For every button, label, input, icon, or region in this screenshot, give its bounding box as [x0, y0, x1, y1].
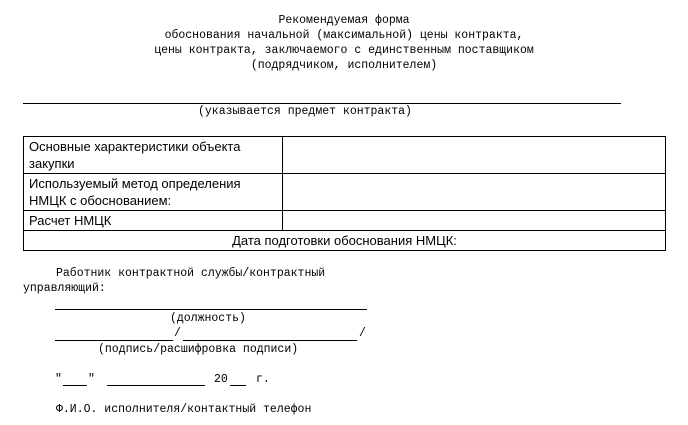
date-month-field[interactable]	[107, 385, 205, 386]
date-year-field[interactable]	[230, 385, 246, 386]
signature-slash-2: /	[359, 327, 366, 340]
cell-method[interactable]	[283, 174, 666, 211]
row-label-calculation: Расчет НМЦК	[24, 211, 283, 231]
position-line[interactable]	[55, 309, 367, 310]
justification-table	[23, 136, 666, 251]
signature-caption: (подпись/расшифровка подписи)	[98, 343, 299, 356]
signature-slash-1: /	[174, 327, 181, 340]
date-year-suffix: г.	[256, 373, 270, 386]
date-day-field[interactable]	[63, 385, 87, 386]
date-year-prefix: 20	[214, 373, 228, 386]
executor-contact-label: Ф.И.О. исполнителя/контактный телефон	[56, 403, 312, 416]
row-preparation-date: Дата подготовки обоснования НМЦК:	[24, 231, 666, 251]
position-caption: (должность)	[170, 312, 246, 325]
cell-object-characteristics[interactable]	[283, 137, 666, 174]
form-subtitle-line-1: обоснования начальной (максимальной) цены контракта,	[164, 29, 524, 42]
signature-decoding-line[interactable]	[183, 340, 357, 341]
date-close-quote: "	[88, 373, 95, 386]
worker-label-line-1: Работник контрактной службы/контрактный	[56, 267, 326, 280]
row-label-method: Используемый метод определения НМЦК с обоснованием:	[24, 174, 283, 211]
signature-line[interactable]	[55, 340, 173, 341]
cell-calculation[interactable]	[283, 211, 666, 231]
form-subtitle-line-3: (подрядчиком, исполнителем)	[250, 59, 438, 72]
row-label-object-characteristics: Основные характеристики объекта закупки	[24, 137, 283, 174]
form-subtitle-line-2: цены контракта, заключаемого с единственным поставщиком	[154, 44, 534, 57]
date-open-quote: "	[55, 373, 62, 386]
form-title: Рекомендуемая форма	[278, 14, 410, 27]
worker-label-line-2: управляющий:	[23, 282, 106, 295]
contract-subject-caption: (указывается предмет контракта)	[198, 105, 412, 118]
contract-subject-line[interactable]	[23, 103, 621, 104]
